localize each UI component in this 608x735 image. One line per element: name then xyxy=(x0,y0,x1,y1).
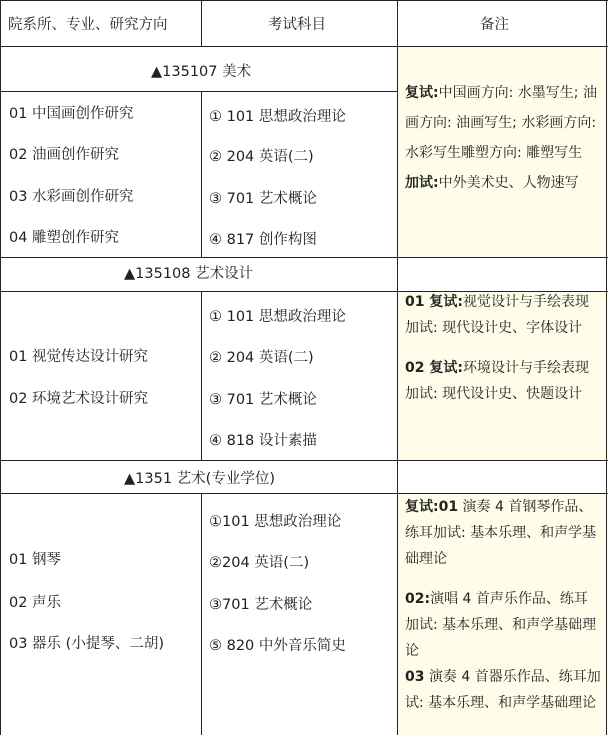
note-text: 中国画方向: 水墨写生; 油画方向: 油画写生; 水彩画方向: 水彩写生雕塑方向: 雕塑写生 xyxy=(405,85,597,161)
direction-item: 02 环境艺术设计研究 xyxy=(9,391,149,407)
exam-item: ① 101 思想政治理论 xyxy=(209,309,346,325)
note-label: 复试: xyxy=(405,85,439,101)
note-label: 复试:01 xyxy=(405,499,459,515)
exam-item: ②204 英语(二) xyxy=(209,555,310,571)
note-label: 加试: xyxy=(405,175,439,191)
note-label: 02: xyxy=(405,591,431,607)
direction-item: 02 声乐 xyxy=(9,595,62,611)
exam-item: ①101 思想政治理论 xyxy=(209,514,342,530)
exam-item: ① 101 思想政治理论 xyxy=(209,109,346,125)
notes-cell xyxy=(405,289,601,407)
notes-cell xyxy=(405,494,601,716)
note-text: 演奏 4 首器乐作品、练耳加试: 基本乐理、和声学基础理论 xyxy=(405,669,601,711)
note-label: 01 复试: xyxy=(405,294,463,310)
direction-item: 03 器乐 (小提琴、二胡) xyxy=(9,636,164,652)
header-exam: 考试科目 xyxy=(268,17,326,33)
direction-item: 02 油画创作研究 xyxy=(9,147,120,163)
direction-item: 01 中国画创作研究 xyxy=(9,106,134,122)
direction-item: 03 水彩画创作研究 xyxy=(9,189,134,205)
header-dept: 院系所、专业、研究方向 xyxy=(8,17,168,33)
notes-cell xyxy=(405,78,601,198)
direction-item: 01 钢琴 xyxy=(9,552,62,568)
category-title: ▲135107 美术 xyxy=(151,64,252,80)
note-label: 02 复试: xyxy=(405,360,463,376)
category-title: ▲135108 艺术设计 xyxy=(124,266,254,282)
note-label: 03 xyxy=(405,669,425,685)
note-text: 视觉设计与手绘表现加试: 现代设计史、字体设计 xyxy=(405,294,589,336)
exam-item: ② 204 英语(二) xyxy=(209,350,314,366)
exam-item: ③701 艺术概论 xyxy=(209,597,313,613)
exam-item: ③ 701 艺术概论 xyxy=(209,191,317,207)
note-text: 环境设计与手绘表现加试: 现代设计史、快题设计 xyxy=(405,360,589,402)
exam-item: ④ 817 创作构图 xyxy=(209,232,317,248)
exam-item: ③ 701 艺术概论 xyxy=(209,392,317,408)
direction-item: 01 视觉传达设计研究 xyxy=(9,349,149,365)
note-text: 演奏 4 首钢琴作品、练耳加试: 基本乐理、和声学基础理论 xyxy=(405,499,597,567)
exam-item: ④ 818 设计素描 xyxy=(209,433,317,449)
exam-item: ② 204 英语(二) xyxy=(209,149,314,165)
note-text: 演唱 4 首声乐作品、练耳加试: 基本乐理、和声学基础理论 xyxy=(405,591,597,659)
direction-item: 04 雕塑创作研究 xyxy=(9,230,120,246)
note-text: 中外美术史、人物速写 xyxy=(438,175,579,191)
exam-item: ⑤ 820 中外音乐简史 xyxy=(209,638,346,654)
header-notes: 备注 xyxy=(480,17,509,33)
category-title: ▲1351 艺术(专业学位) xyxy=(124,471,275,487)
